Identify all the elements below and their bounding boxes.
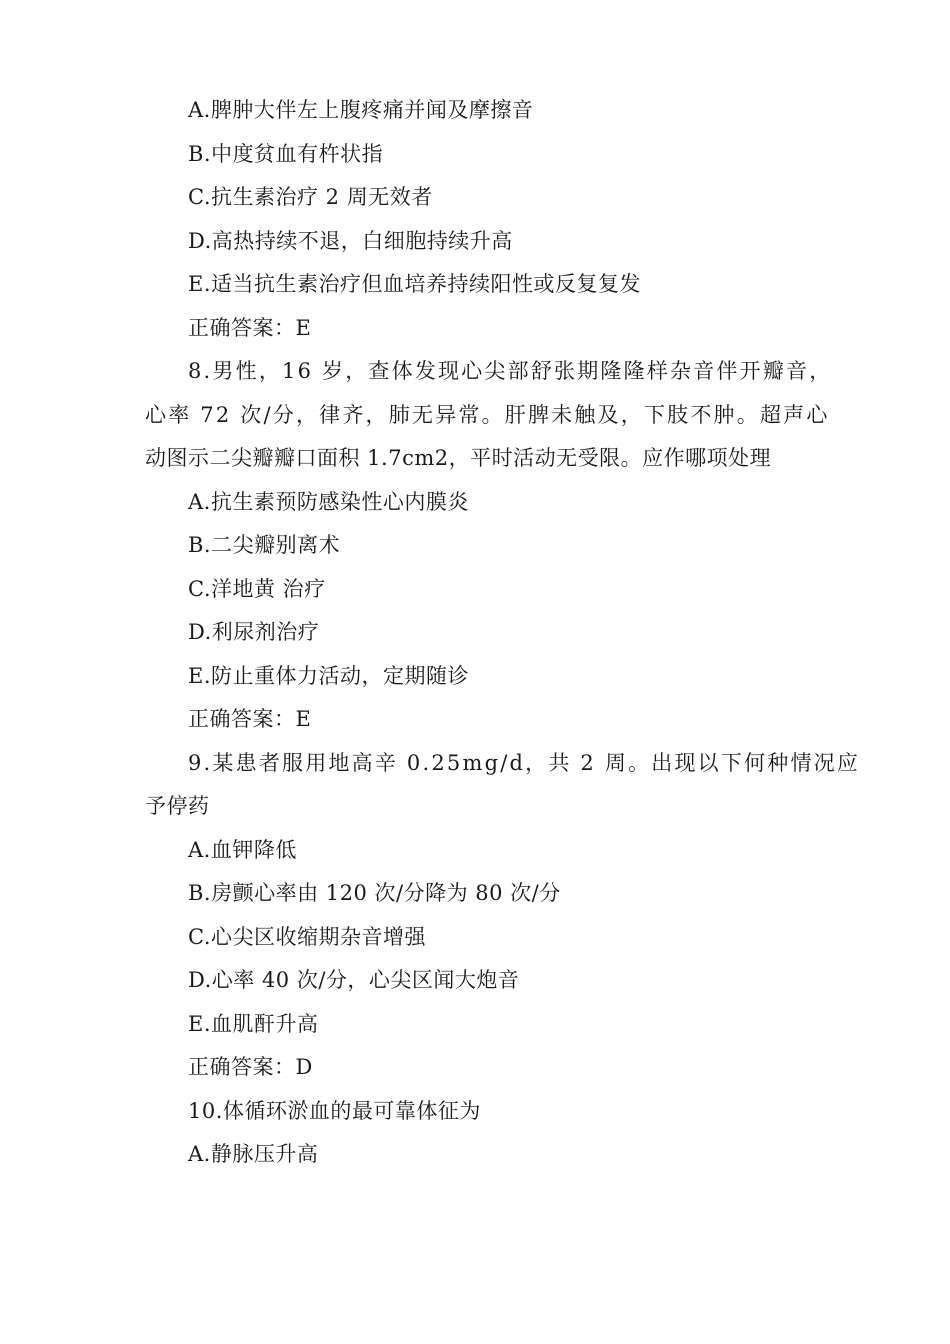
q9-option-c: C.心尖区收缩期杂音增强 — [188, 925, 426, 949]
q8-option-c: C.洋地黄 治疗 — [188, 577, 326, 601]
q8-option-a: A.抗生素预防感染性心内膜炎 — [188, 490, 469, 514]
q8-option-d: D.利尿剂治疗 — [188, 620, 320, 644]
q7-option-a: A.脾肿大伴左上腹疼痛并闻及摩擦音 — [188, 98, 534, 122]
q7-option-b: B.中度贫血有杵状指 — [188, 142, 384, 166]
q9-option-b: B.房颤心率由 120 次/分降为 80 次/分 — [188, 881, 561, 905]
q10-option-a: A.静脉压升高 — [188, 1142, 319, 1166]
q8-option-e: E.防止重体力活动，定期随诊 — [188, 664, 470, 688]
q10-stem-line-1: 10.体循环淤血的最可靠体征为 — [188, 1099, 481, 1123]
q9-stem-line-2: 予停药 — [145, 794, 210, 818]
q7-answer: 正确答案：E — [188, 316, 312, 340]
q9-answer: 正确答案：D — [188, 1055, 313, 1079]
q7-option-d: D.高热持续不退，白细胞持续升高 — [188, 229, 513, 253]
q9-option-a: A.血钾降低 — [188, 838, 297, 862]
q8-stem-line-2: 心率 72 次/分，律齐，肺无异常。肝脾未触及，下肢不肿。超声心 — [145, 403, 830, 427]
q8-option-b: B.二尖瓣别离术 — [188, 533, 341, 557]
q9-option-e: E.血肌酐升高 — [188, 1012, 319, 1036]
q7-option-c: C.抗生素治疗 2 周无效者 — [188, 185, 433, 209]
q8-stem-line-3: 动图示二尖瓣瓣口面积 1.7cm2，平时活动无受限。应作哪项处理 — [145, 446, 772, 470]
q8-stem-line-1: 8.男性，16 岁，查体发现心尖部舒张期隆隆样杂音伴开瓣音， — [188, 359, 833, 383]
q7-option-e: E.适当抗生素治疗但血培养持续阳性或反复复发 — [188, 272, 642, 296]
q9-stem-line-1: 9.某患者服用地高辛 0.25mg/d，共 2 周。出现以下何种情况应 — [188, 751, 861, 775]
q8-answer: 正确答案：E — [188, 707, 312, 731]
q9-option-d: D.心率 40 次/分，心尖区闻大炮音 — [188, 968, 520, 992]
